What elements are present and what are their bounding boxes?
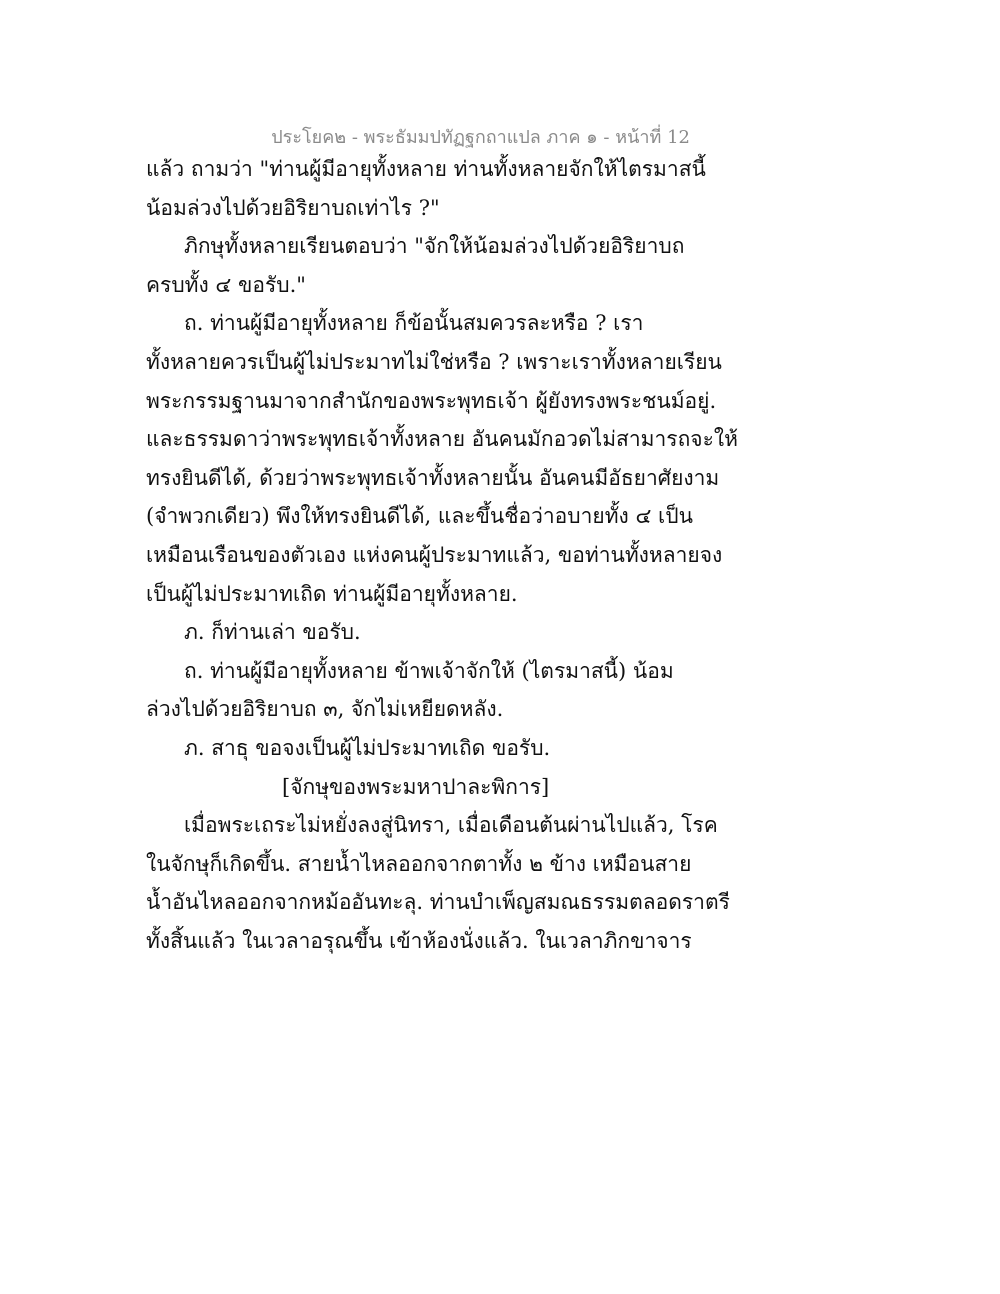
text-line: พระกรรมฐานมาจากสำนักของพระพุทธเจ้า ผู้ยังทรงพระชนม์อยู่.: [146, 388, 717, 413]
text-line: เป็นผู้ไม่ประมาทเถิด ท่านผู้มีอายุทั้งหลาย.: [146, 581, 518, 606]
paragraph-start-line: ภิกษุทั้งหลายเรียนตอบว่า "จักให้น้อมล่วงไปด้วยอิริยาบถ: [184, 234, 685, 259]
paragraph-start-line: ถ. ท่านผู้มีอายุทั้งหลาย ข้าพเจ้าจักให้ (ไตรมาสนี้) น้อม: [184, 658, 674, 683]
body-text: [146, 150, 738, 960]
text-line: ล่วงไปด้วยอิริยาบถ ๓, จักไม่เหยียดหลัง.: [146, 697, 504, 722]
text-line: (จำพวกเดียว) พึงให้ทรงยินดีได้, และขึ้นชื่อว่าอบายทั้ง ๔ เป็น: [146, 504, 693, 529]
section-heading: [จักษุของพระมหาปาละพิการ]: [282, 774, 550, 799]
text-line: ครบทั้ง ๔ ขอรับ.": [146, 272, 306, 297]
text-line: และธรรมดาว่าพระพุทธเจ้าทั้งหลาย อันคนมักอวดไม่สามารถจะให้: [146, 427, 738, 452]
running-header: ประโยค๒ - พระธัมมปทัฏฐกถาแปล ภาค ๑ - หน้าที่ 12: [271, 127, 690, 148]
text-line: ทั้งหลายควรเป็นผู้ไม่ประมาทไม่ใช่หรือ ? เพราะเราทั้งหลายเรียน: [146, 349, 722, 374]
text-line: แล้ว ถามว่า "ท่านผู้มีอายุทั้งหลาย ท่านทั้งหลายจักให้ไตรมาสนี้: [146, 157, 706, 181]
text-line: ในจักษุก็เกิดขึ้น. สายน้ำไหลออกจากตาทั้ง ๒ ข้าง เหมือนสาย: [146, 851, 692, 876]
paragraph-start-line: ภ. ก็ท่านเล่า ขอรับ.: [184, 620, 361, 645]
paragraph-start-line: ถ. ท่านผู้มีอายุทั้งหลาย ก็ข้อนั้นสมควรละหรือ ? เรา: [184, 311, 644, 336]
text-line: น้อมล่วงไปด้วยอิริยาบถเท่าไร ?": [146, 195, 440, 220]
text-line: น้ำอันไหลออกจากหม้ออันทะลุ. ท่านบำเพ็ญสมณธรรมตลอดราตรี: [146, 890, 730, 915]
paragraph-start-line: ภ. สาธุ ขอจงเป็นผู้ไม่ประมาทเถิด ขอรับ.: [184, 735, 551, 760]
text-line: ทรงยินดีได้, ด้วยว่าพระพุทธเจ้าทั้งหลายนั้น อันคนมีอัธยาศัยงาม: [146, 465, 720, 490]
paragraph-start-line: เมื่อพระเถระไม่หยั่งลงสู่นิทรา, เมื่อเดือนต้นผ่านไปแล้ว, โรค: [184, 813, 718, 838]
text-line: เหมือนเรือนของตัวเอง แห่งคนผู้ประมาทแล้ว, ขอท่านทั้งหลายจง: [146, 542, 723, 567]
text-line: ทั้งสิ้นแล้ว ในเวลาอรุณขึ้น เข้าห้องนั่งแล้ว. ในเวลาภิกขาจาร: [146, 928, 692, 953]
